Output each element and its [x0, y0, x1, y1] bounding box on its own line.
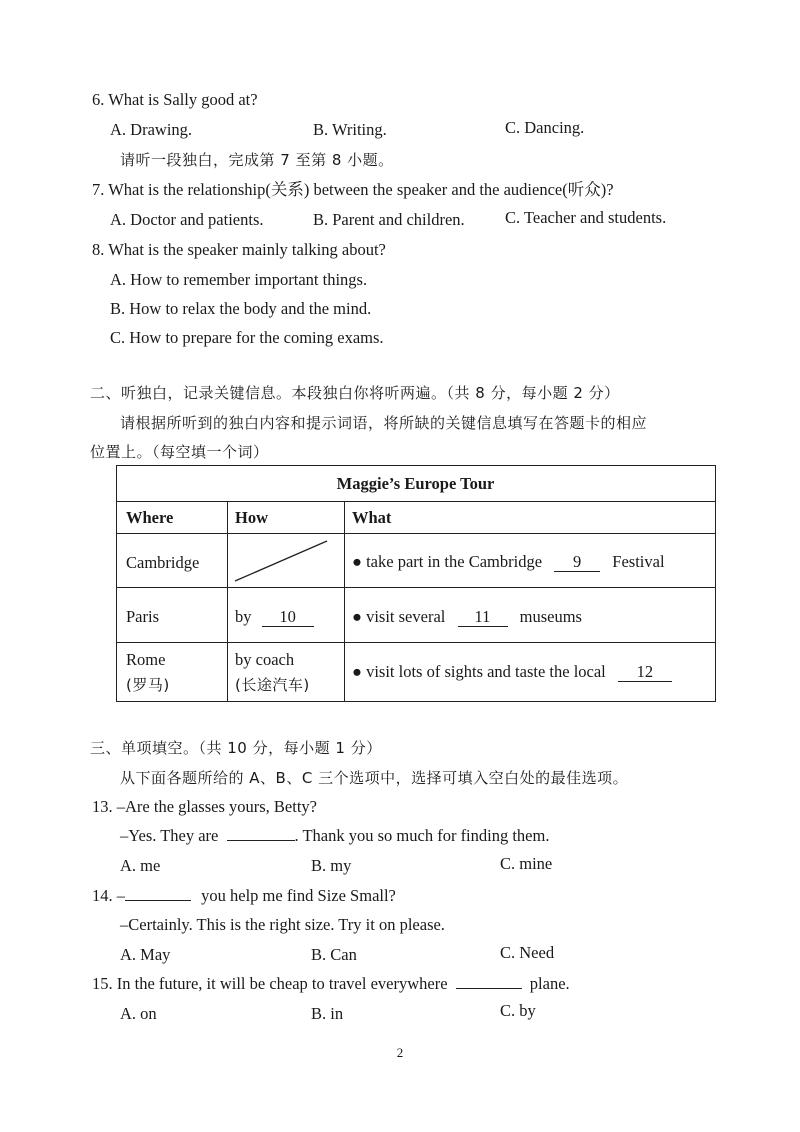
q15-option-a: A. on [120, 1004, 157, 1023]
q6-question: 6. What is Sally good at? [92, 90, 258, 109]
q13-option-a: A. me [120, 856, 161, 875]
q8-option-b: B. How to relax the body and the mind. [110, 299, 372, 318]
section2-heading: 二、听独白，记录关键信息。本段独白你将听两遍。（共 8 分，每小题 2 分） [90, 384, 620, 402]
q7-question: 7. What is the relationship(关系) between the speaker and the audience(听众)? [92, 180, 614, 199]
table-divider-row1 [117, 533, 715, 534]
q13-line1: 13. –Are the glasses yours, Betty? [92, 797, 317, 816]
table-column-divider-1 [227, 501, 228, 701]
row3-blank-12: 12 [618, 663, 672, 682]
table-divider-row2 [117, 587, 715, 588]
q14-line1 [92, 886, 396, 906]
row3-where-line2: (罗马) [126, 676, 170, 694]
q14-line1-after: you help me find Size Small? [201, 886, 396, 905]
q8-option-c: C. How to prepare for the coming exams. [110, 328, 384, 347]
q14-option-a: A. May [120, 945, 171, 964]
table-column-divider-2 [344, 501, 345, 701]
q8-question: 8. What is the speaker mainly talking about? [92, 240, 386, 259]
row2-what [352, 606, 582, 628]
section2-instruction-line2: 位置上。（每空填一个词） [90, 443, 269, 461]
row2-blank-11: 11 [458, 608, 508, 627]
q14-blank [125, 900, 191, 901]
row1-blank-9: 9 [554, 553, 600, 572]
row2-where: Paris [126, 607, 159, 626]
page-number: 2 [396, 1045, 404, 1060]
row2-how [235, 606, 314, 628]
q6-option-c: C. Dancing. [505, 118, 585, 137]
section3-instruction: 从下面各题所给的 A、B、C 三个选项中，选择可填入空白处的最佳选项。 [120, 769, 629, 787]
header-where: Where [126, 508, 174, 527]
q15-option-c: C. by [500, 1001, 536, 1020]
row2-what-after: museums [519, 607, 582, 626]
q13-option-b: B. my [311, 856, 352, 875]
table-divider-row3 [117, 642, 715, 643]
q15-line [92, 974, 570, 994]
q13-line2 [120, 826, 549, 846]
header-how: How [235, 508, 268, 527]
q7-option-a: A. Doctor and patients. [110, 210, 264, 229]
row1-what-text: ● take part in the Cambridge [352, 552, 543, 571]
row2-how-text: by [235, 607, 252, 626]
section3-heading: 三、单项填空。（共 10 分，每小题 1 分） [90, 739, 382, 757]
q13-option-c: C. mine [500, 854, 553, 873]
q13-line2-text: –Yes. They are [120, 826, 219, 845]
header-what: What [352, 508, 392, 527]
row3-where-line1: Rome [126, 650, 166, 669]
q6-option-b: B. Writing. [313, 120, 387, 139]
q15-option-b: B. in [311, 1004, 344, 1023]
row3-how-line2: (长途汽车) [235, 676, 310, 694]
q15-line-after: plane. [529, 974, 570, 993]
row2-blank-10: 10 [262, 608, 314, 627]
q14-line2: –Certainly. This is the right size. Try it on please. [120, 915, 445, 934]
table-title: Maggie’s Europe Tour [336, 474, 495, 493]
q15-blank [456, 988, 522, 989]
row2-what-text: ● visit several [352, 607, 446, 626]
europe-tour-table [116, 465, 716, 702]
q7-option-c: C. Teacher and students. [505, 208, 667, 227]
q13-blank [227, 840, 295, 841]
row3-how-line1: by coach [235, 650, 295, 669]
table-divider-header [117, 501, 715, 502]
row1-what-after: Festival [612, 552, 665, 571]
section2-instruction-line1: 请根据所听到的独白内容和提示词语，将所缺的关键信息填写在答题卡的相应 [120, 414, 648, 432]
monologue-instruction: 请听一段独白，完成第 7 至第 8 小题。 [120, 151, 394, 169]
q8-option-a: A. How to remember important things. [110, 270, 368, 289]
q13-line2-after: . Thank you so much for finding them. [294, 826, 550, 845]
row1-what [352, 551, 665, 573]
q14-line1-text: 14. – [92, 886, 125, 905]
q6-option-a: A. Drawing. [110, 120, 193, 139]
q15-line-text: 15. In the future, it will be cheap to travel everywhere [92, 974, 448, 993]
q7-option-b: B. Parent and children. [313, 210, 465, 229]
q14-option-b: B. Can [311, 945, 357, 964]
row3-what [352, 661, 672, 683]
row1-where: Cambridge [126, 553, 200, 572]
row3-what-text: ● visit lots of sights and taste the local [352, 662, 606, 681]
row1-how-diagonal-slash [227, 533, 344, 587]
q14-option-c: C. Need [500, 943, 555, 962]
